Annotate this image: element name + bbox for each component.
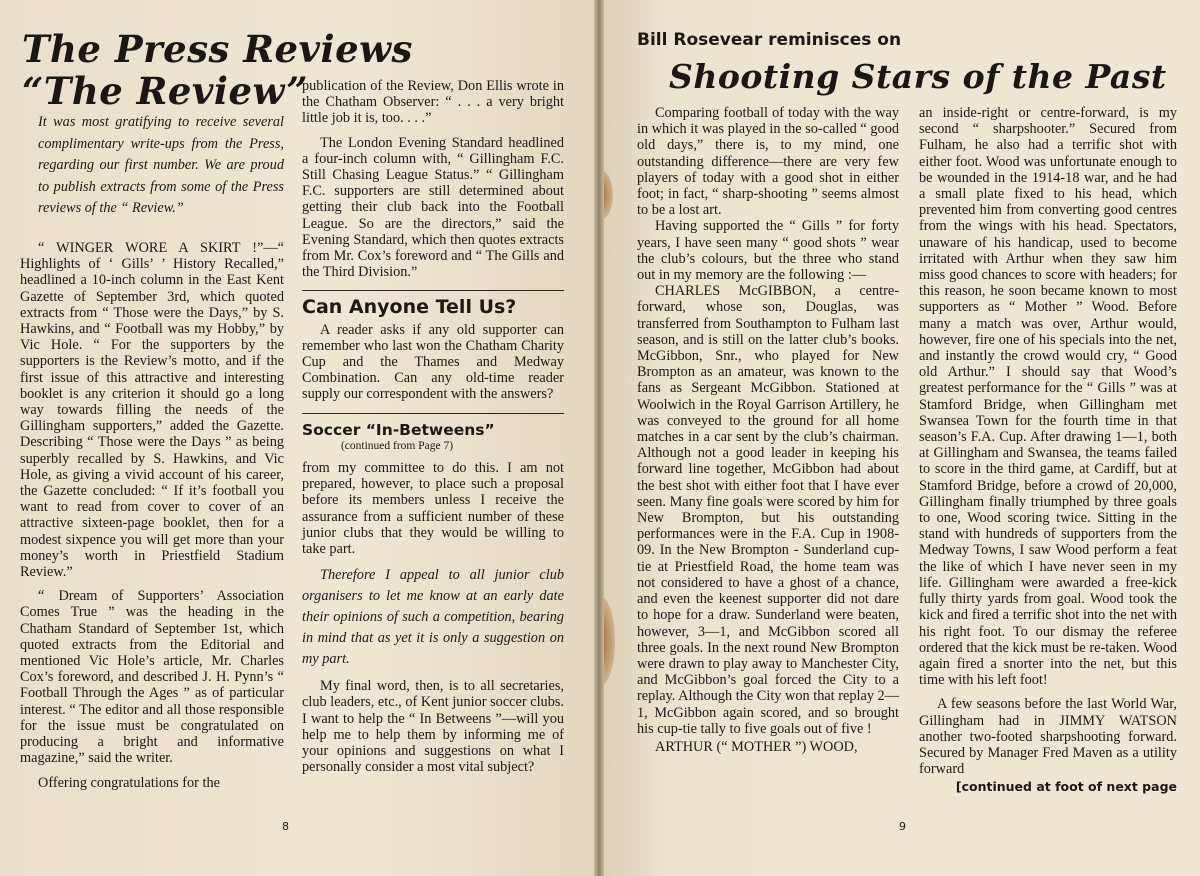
divider (302, 290, 564, 291)
right-page-title: Shooting Stars of the Past (669, 57, 1167, 96)
paragraph: Offering congratulations for the (38, 774, 220, 791)
right-column-2 (919, 105, 1177, 796)
paragraph: A few seasons before the last World War, Gillingham had in JIMMY WATSON another two-footed sharpshooting forward. Secured by Manager Fred Maven as a utility forward (919, 696, 1177, 778)
can-anyone-text: A reader asks if any old supporter can remember who last won the Chatham Charity Cup and the Thames and Medway Combination. Can any old-time reader supply our correspondent with the answers? (302, 321, 564, 403)
paragraph: an inside-right or centre-forward, is my second “ sharpshooter.” Secured from Fulham, he also had a terrific shot with either foot. Wood was unfortunate enough to be wounded in the 1914-18 war, and he had a small plate fixed to his head, which prevented him from converting good centres from the wings with his head. Spectators, unaware of his handicap, used to become irritated with Arthur when they saw him miss good chances to score with headers; for this reason, he soon became known to most supporters as “ Mother ” Wood. Before many a match was over, Arthur would, however, fire one of his specials into the net, and instantly the crowd would cry, “ Good old Arthur.” I should say that Wood’s greatest performance for the “ Gills ” was at Stamford Bridge, when Gillingham met Swansea Town for the fourth time in that season’s F.A. Cup. After drawing 1—1, both at Gillingham and Swansea, the teams failed to score in the third game, at Cardiff, but at Stamford Bridge, before a crowd of 20,000, Gillingham finally triumphed by three goals to one, Wood scoring twice. Sitting in the stand with hundreds of supporters from the Medway Towns, I saw Wood perform a feat the like of which I have never seen in my life. Gillingham were awarded a free-kick fully thirty yards from goal. Wood took the kick and fired a terrific shot into the net with his right foot. To our dismay the referee ordered that the kick must be re-taken. Wood again fired a snorter into the net, but this time with his left foot! (919, 105, 1177, 689)
intro-text: It was most gratifying to receive several complimentary write-ups from the Press, regarding our first number. We are proud to publish extracts from some of the Press reviews of the “ Review.” (38, 114, 284, 216)
paragraph: CHARLES McGIBBON, a centre-forward, whose son, Douglas, was transferred from Southampton to Fulham last season, and is still on the latter club’s books. McGibbon, Snr., who played for New Brompton as an amateur, was known to the fans as Sergeant McGibbon. Stationed at Woolwich in the Royal Garrison Artillery, he was conveyed to the ground for all home matches in a car sent by the club’s chairman. Although not a good leader in keeping his forward line together, McGibbon had about the best shot with either foot that I have ever seen. Many fine goals were scored by him for New Brompton, but his outstanding performances were in the F.A. Cup in 1908-09. In the New Brompton - Sunderland cup-tie at Priestfield Road, the home team was not considered to have a ghost of a chance, and even the keenest supporter did not dare to hope for a draw. Sunderland were beaten, however, 3—1, and McGibbon scored all three goals. In the next round New Brompton were drawn to play away to Manchester City, and McGibbon’s goal forced the City to a replay. Although the City won that replay 2—1, McGibbon again scored, and so brought his cup-tie tally to five goals out of five ! (637, 283, 899, 737)
page-number-right: 9 (899, 820, 906, 833)
spine-gutter (594, 0, 604, 876)
paragraph: “ WINGER WORE A SKIRT !”—“ Highlights of ‘ Gills’ ’ History Recalled,” headlined a 10-inch column in the East Kent Gazette of September 3rd, which quoted extracts from “ Those were the Days,” by S. Hawkins, and “ Football was my Hobby,” by Vic Hole. “ For the supporters by the supporters is the Review’s motto, and if the first issue of this attractive and interesting booklet is any criterion it should go a long way towards filling the needs of the Gillingham supporters,” added the Gazette. Describing “ Those were the Days ” as being superbly recalled by S. Hawkins, and Vic Hole, as giving a vivid account of his career, the Gazette concluded: “ If it’s football you want to read from cover to cover of an attractive sixteen-page booklet, then for a modest sixpence you will get more than your money’s worth in Priestfield Stadium Review.” (20, 240, 284, 581)
page-number-left: 8 (282, 820, 289, 833)
soccer-continued-note: (continued from Page 7) (340, 439, 454, 452)
right-page (601, 0, 1200, 876)
paragraph-italic: Therefore I appeal to all junior club organisers to let me know at an early date their opinions of such a competition, bearing in mind that as yet it is only a suggestion on my part. (302, 567, 564, 668)
paragraph: The London Evening Standard headlined a four-inch column with, “ Gillingham F.C. Still Chasing League Status.” “ Gillingham F.C. supporters are still determined about getting their club back into the Football League. So are the directors,” said the Evening Standard, which then quotes extracts from Mr. Cox’s foreword and “ The Gills and the Third Division.” (302, 134, 564, 281)
soccer-heading: Soccer “In-Betweens” (302, 420, 495, 439)
paragraph: Having supported the “ Gills ” for forty years, I have seen many “ good shots ” wear the club’s colours, but the three who stand out in my memory are the following :— (637, 218, 899, 284)
paragraph: Comparing football of today with the way in which it was played in the so-called “ good old days,” there is, to my mind, one outstanding difference—there are very few players of today with a good shot in either foot; in fact, “ sharp-shooting ” seems almost to be a lost art. (637, 105, 899, 219)
right-column-1 (637, 105, 899, 755)
left-page-intro (38, 112, 284, 220)
left-column-1 (20, 240, 284, 791)
paragraph: “ Dream of Supporters’ Association Comes True ” was the heading in the Chatham Standard of September 1st, which quoted extracts from the Editorial and mentioned Vic Hole’s article, Mr. Charles Cox’s foreword, and described J. H. Pynn’s “ Football Through the Ages ” as of particular interest. “ The editor and all those responsible for the issue must be congratulated on producing a bright and informative magazine,” said the writer. (20, 588, 284, 767)
right-page-kicker: Bill Rosevear reminisces on (637, 30, 902, 50)
paragraph: My final word, then, is to all secretaries, club leaders, etc., of Kent junior soccer clubs. I want to help the “ In Betweens ”—will you help me to help them by informing me of your opinions and suggestions on what I personally consider a most vital subject? (302, 678, 564, 776)
divider (302, 413, 564, 414)
left-page (0, 0, 597, 876)
continued-note: [continued at foot of next page (955, 779, 1177, 795)
paragraph: publication of the Review, Don Ellis wrote in the Chatham Observer: “ . . . a very bright little job it is, too. . . .” (302, 78, 564, 127)
left-column-2 (302, 78, 564, 776)
can-anyone-heading: Can Anyone Tell Us? (302, 296, 517, 319)
paragraph: from my committee to do this. I am not prepared, however, to place such a proposal before its members unless I receive the assurance from a sufficient number of these junior clubs that they would be willing to take part. (302, 460, 564, 558)
left-page-title: The Press Reviews “The Review” (22, 27, 413, 113)
paragraph: ARTHUR (“ MOTHER ”) WOOD, (655, 738, 858, 755)
